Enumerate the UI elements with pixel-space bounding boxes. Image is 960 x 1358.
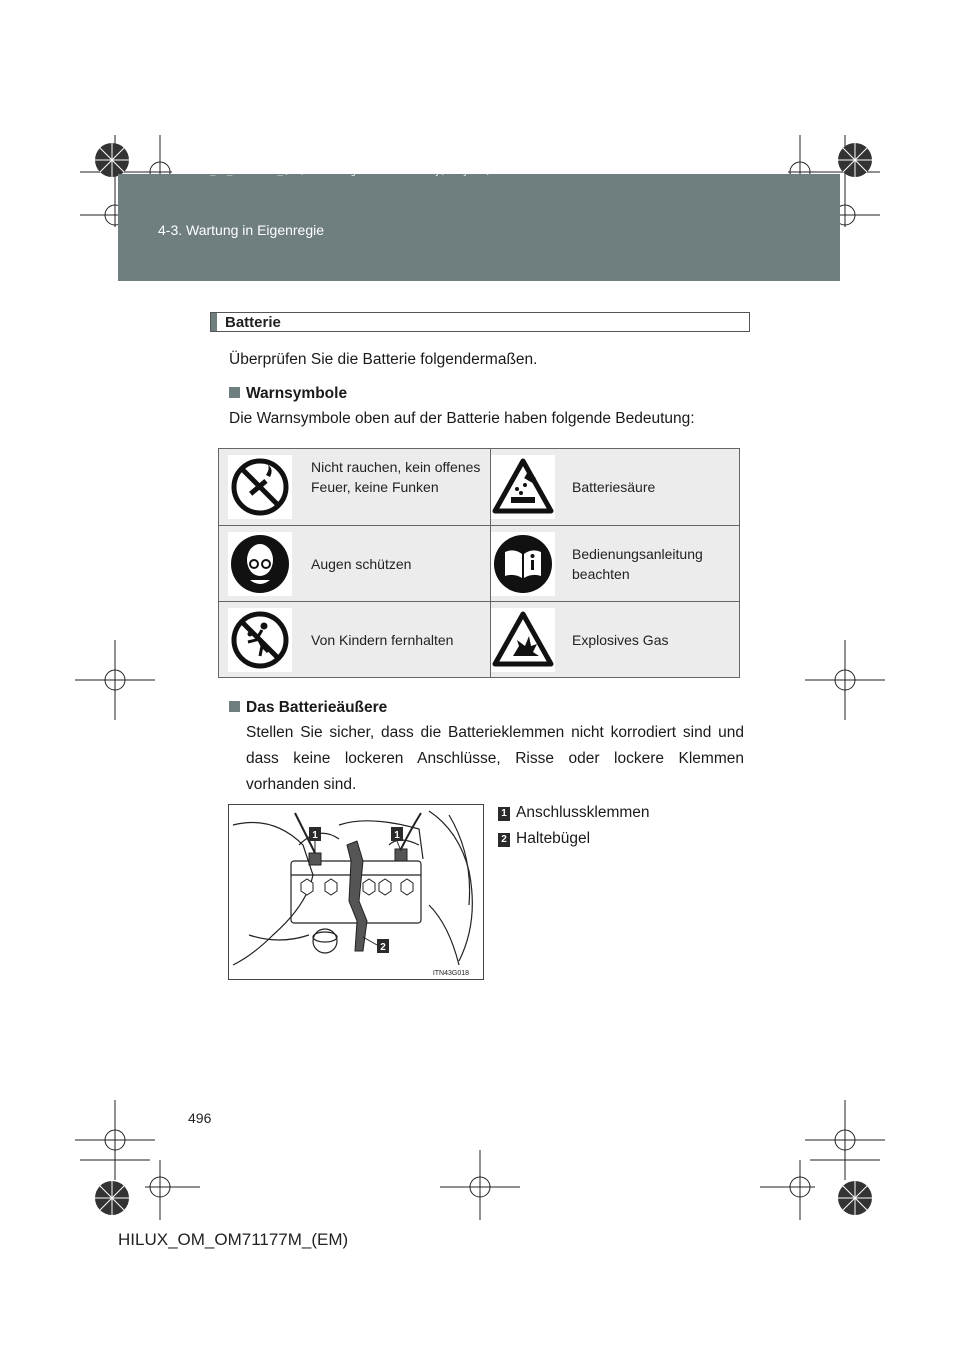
keep-away-from-children-icon: [228, 608, 292, 672]
explosive-gas-icon: [491, 608, 555, 672]
section-heading: [210, 312, 750, 332]
eye-protection-icon: [228, 532, 292, 596]
symbol-label: Nicht rauchen, kein offenes Feuer, keine Funken: [311, 459, 481, 495]
document-code: HILUX_OM_OM71177M_(EM): [118, 1230, 349, 1249]
heading-accent-bar: [211, 313, 217, 331]
callout-number: 2: [380, 942, 386, 953]
exterior-heading-line: [229, 695, 387, 721]
figure-code: ITN43G018: [432, 970, 469, 977]
warn-text: Die Warnsymbole oben auf der Batterie haben folgende Bedeutung:: [229, 410, 695, 427]
warning-symbol-table: [218, 448, 740, 678]
exterior-text: Stellen Sie sicher, dass die Batterieklemmen nicht korrodiert sind und dass keine lockeren Anschlüsse, Risse oder lockere Klemmen vorhanden sind.: [246, 724, 744, 793]
section-title: Batterie: [225, 314, 281, 331]
acid-warning-icon: [491, 455, 555, 519]
symbol-label: Von Kindern fernhalten: [311, 632, 454, 648]
legend-label: Anschlussklemmen: [516, 804, 650, 821]
legend-item: [498, 826, 590, 852]
square-bullet-icon: [229, 701, 240, 712]
battery-engine-bay-icon: [229, 805, 484, 980]
square-bullet-icon: [229, 387, 240, 398]
legend-label: Haltebügel: [516, 830, 591, 847]
section-label: 4-3. Wartung in Eigenregie: [158, 222, 325, 238]
table-row: [219, 525, 739, 602]
warn-heading: Warnsymbole: [246, 385, 348, 402]
warn-heading-line: [229, 381, 347, 407]
callout-badge: 1: [498, 807, 510, 821]
symbol-label: Augen schützen: [311, 556, 412, 572]
exterior-heading: Das Batterieäußere: [246, 699, 388, 716]
battery-illustration: [228, 804, 484, 980]
symbol-label: Bedienungsanleitung beachten: [572, 546, 703, 582]
symbol-label: Explosives Gas: [572, 632, 669, 648]
callout-number: 1: [312, 830, 318, 841]
print-slug: HILUX_OM_OM71177M_(EM).book Page 496 Wednesday, May 16, 2012 1:28 PM: [182, 167, 565, 177]
page-number: 496: [188, 1110, 212, 1126]
symbol-label: Batteriesäure: [572, 479, 656, 495]
table-row: [219, 601, 739, 678]
callout-badge: 2: [498, 833, 510, 847]
table-row: [219, 449, 739, 525]
read-manual-icon: [491, 532, 555, 596]
legend-item: [498, 800, 650, 826]
intro-text: Überprüfen Sie die Batterie folgendermaßen.: [229, 351, 538, 368]
no-smoking-icon: [228, 455, 292, 519]
callout-number: 1: [394, 830, 400, 841]
